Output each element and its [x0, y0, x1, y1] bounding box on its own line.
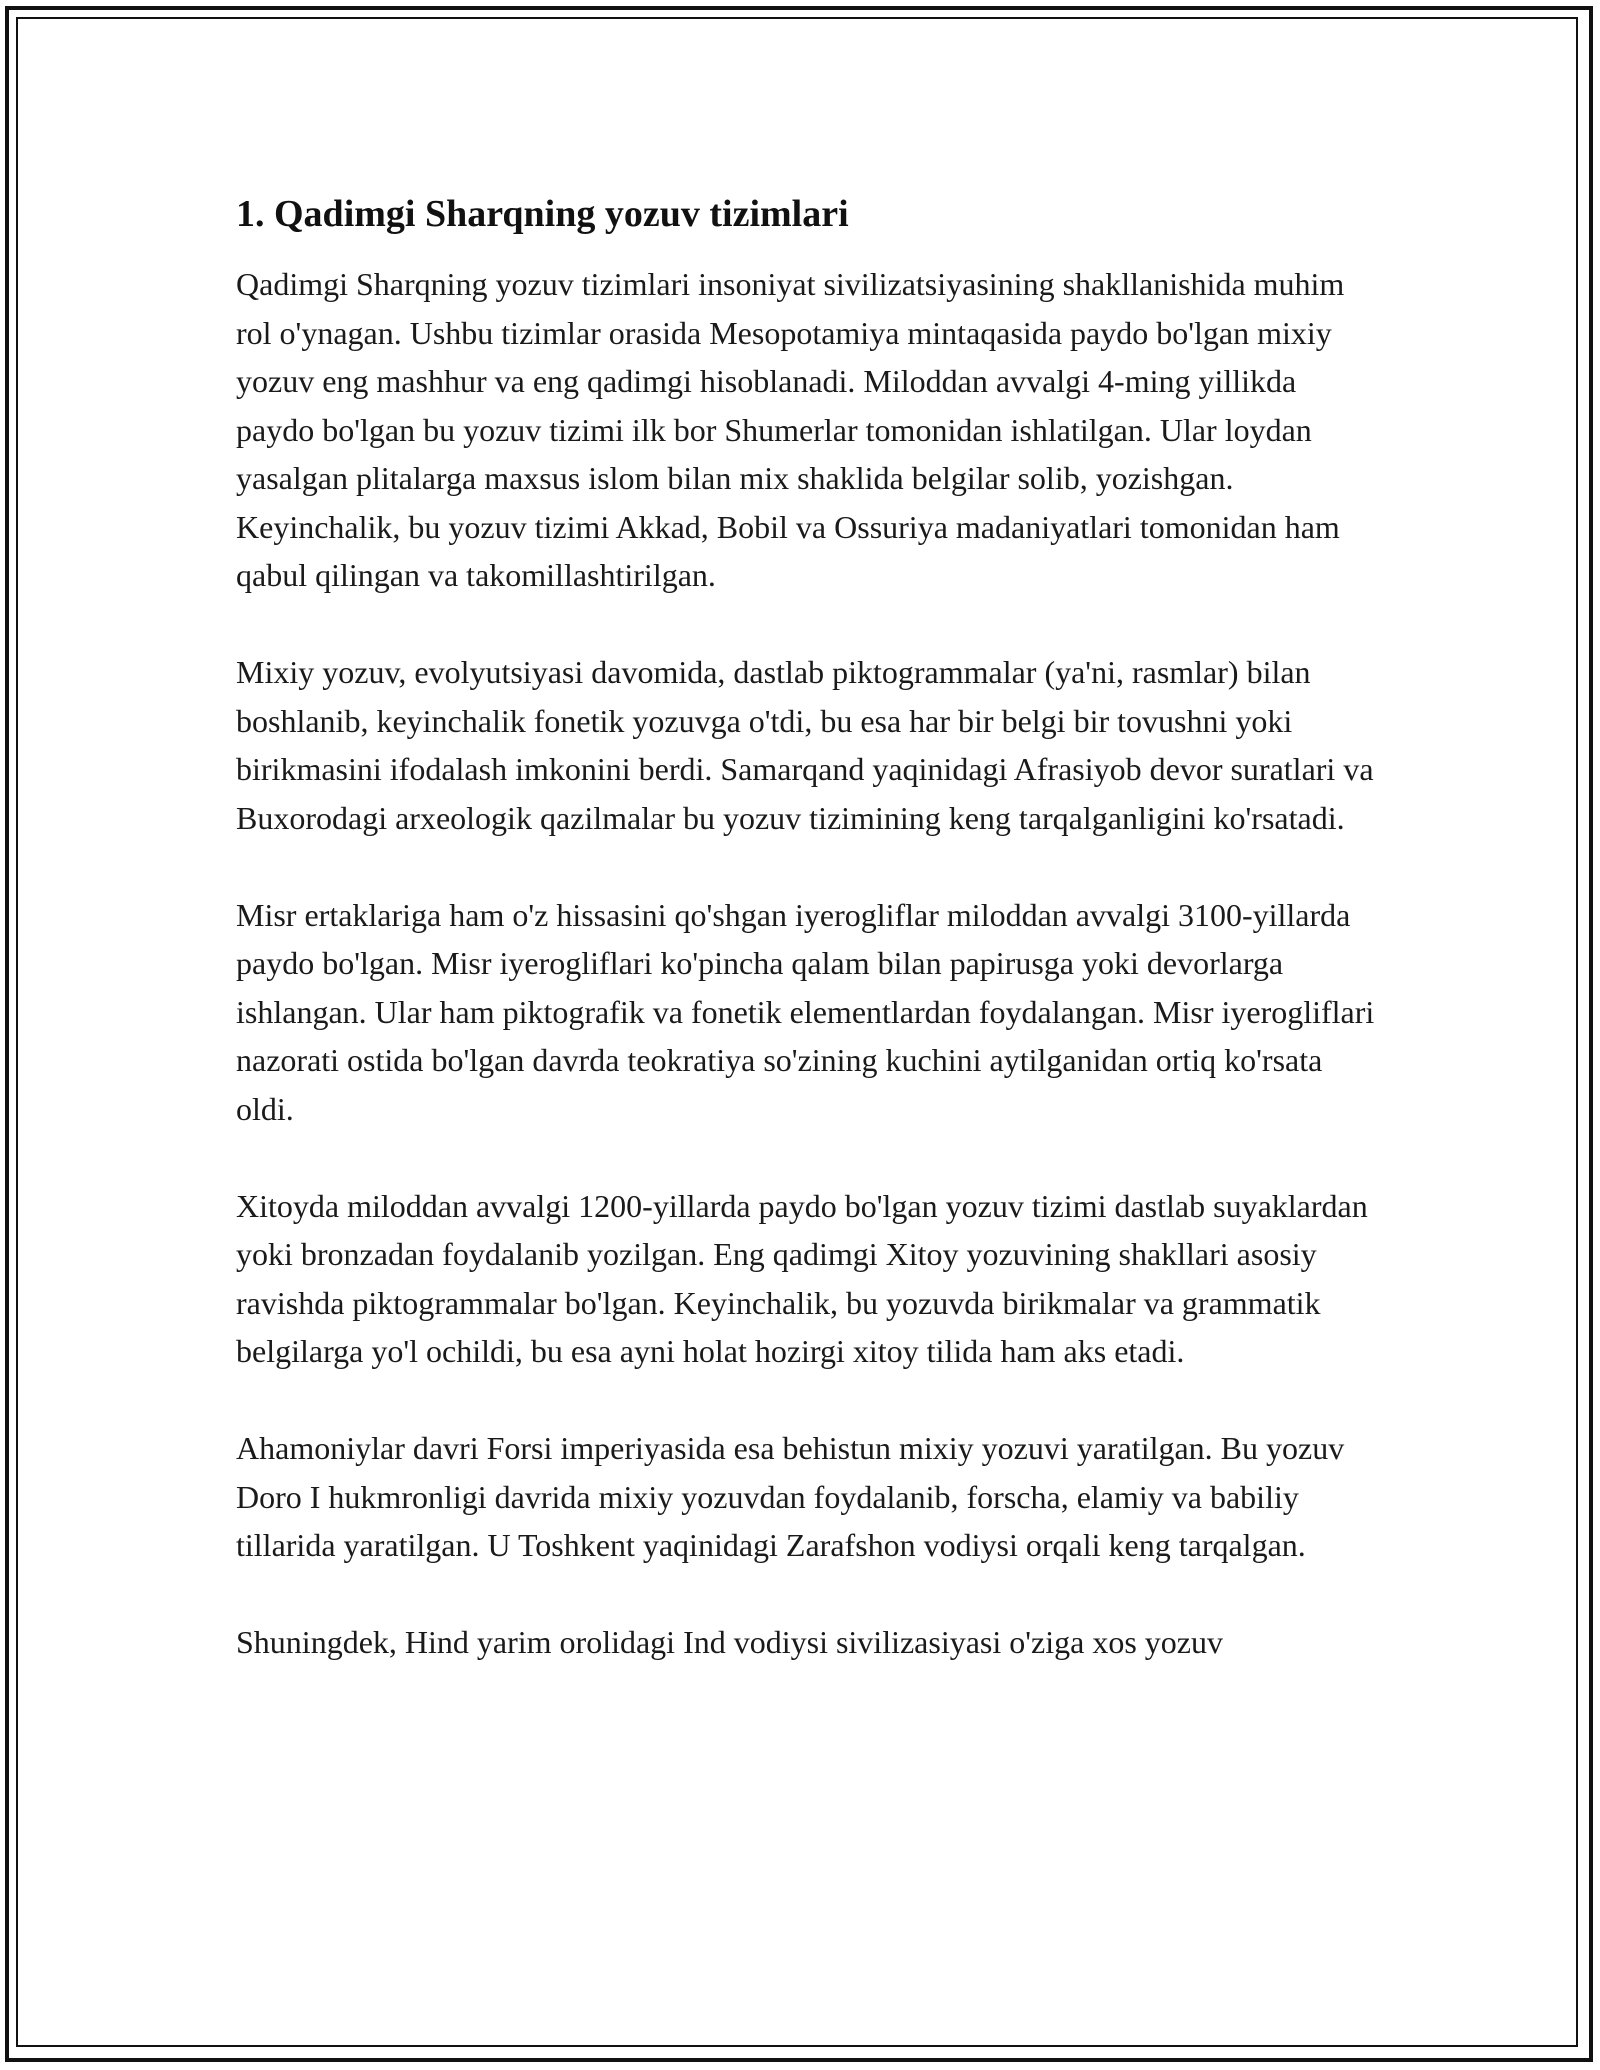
paragraph-indus: Shuningdek, Hind yarim orolidagi Ind vodiysi sivilizasiyasi o'ziga xos yozuv: [236, 1624, 1223, 1660]
section-heading: 1. Qadimgi Sharqning yozuv tizimlari: [236, 193, 849, 235]
paragraph-mesopotamia: Qadimgi Sharqning yozuv tizimlari insoniyat sivilizatsiyasining shakllanishida muhim rol o'ynagan. Ushbu tizimlar orasida Mesopotamiya mintaqasida paydo bo'lgan mixiy yozuv eng mashhur va eng qadimgi hisoblanadi. Miloddan avvalgi 4-ming yillikda paydo bo'lgan bu yozuv tizimi ilk bor Shumerlar tomonidan ishlatilgan. Ular loydan yasalgan plitalarga maxsus islom bilan mix shaklida belgilar solib, yozishgan. Keyinchalik, bu yozuv tizimi Akkad, Bobil va Ossuriya madaniyatlari tomonidan ham qabul qilingan va takomillashtirilgan.: [236, 266, 1345, 593]
paragraph-cuneiform-evolution: Mixiy yozuv, evolyutsiyasi davomida, dastlab piktogrammalar (ya'ni, rasmlar) bilan boshlanib, keyinchalik fonetik yozuvga o'tdi, bu esa har bir belgi bir tovushni yoki birikmasini ifodalash imkonini berdi. Samarqand yaqinidagi Afrasiyob devor suratlari va Buxorodagi arxeologik qazilmalar bu yozuv tizimining keng tarqalganligini ko'rsatadi.: [236, 654, 1374, 836]
paragraph-egypt: Misr ertaklariga ham o'z hissasini qo'shgan iyerogliflar miloddan avvalgi 3100-yillarda paydo bo'lgan. Misr iyerogliflari ko'pincha qalam bilan papirusga yoki devorlarga ishlangan. Ular ham piktografik va fonetik elementlardan foydalangan. Misr iyerogliflari nazorati ostida bo'lgan davrda teokratiya so'zining kuchini aytilganidan ortiq ko'rsata oldi.: [236, 896, 1375, 1127]
paragraph-china: Xitoyda miloddan avvalgi 1200-yillarda paydo bo'lgan yozuv tizimi dastlab suyaklardan yoki bronzadan foydalanib yozilgan. Eng qadimgi Xitoy yozuvining shakllari asosiy ravishda piktogrammalar bo'lgan. Keyinchalik, bu yozuvda birikmalar va grammatik belgilarga yo'l ochildi, bu esa ayni holat hozirgi xitoy tilida ham aks etadi.: [236, 1187, 1368, 1369]
paragraph-persia: Ahamoniylar davri Forsi imperiyasida esa behistun mixiy yozuvi yaratilgan. Bu yozuv Doro I hukmronligi davrida mixiy yozuvdan foydalanib, forscha, elamiy va babiliy tillarida yaratilgan. U Toshkent yaqinidagi Zarafshon vodiysi orqali keng tarqalgan.: [236, 1430, 1345, 1563]
document-body: [236, 190, 1376, 1667]
